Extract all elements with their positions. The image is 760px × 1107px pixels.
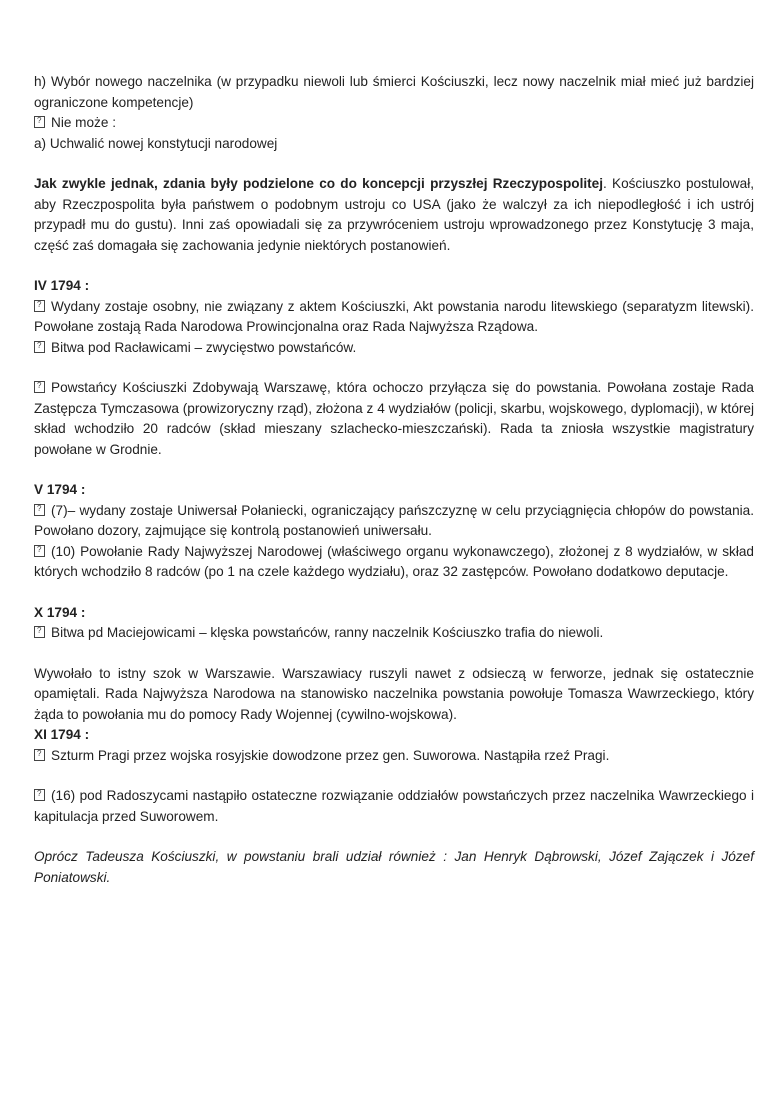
document-page	[34, 72, 754, 888]
opinions-rest: . Kościuszko postulował, aby Rzeczpospolita była państwem o podobnym ustroju co USA (jako że walczył za ich niepodległość i ich ustrój przypadł mu do gustu). Inni zaś opowiadali się za przywróceniem ustroju wprowadzonego przez Konstytucję 3 maja, część zaś domagała się zachowania jedynie niektórych postanowień.	[34, 176, 754, 253]
nie-moze-text: Nie może :	[51, 115, 116, 130]
missing-glyph-bullet-icon	[34, 381, 45, 393]
opinions-paragraph	[34, 174, 754, 256]
closing-paragraph: Oprócz Tadeusza Kościuszki, w powstaniu brali udział również : Jan Henryk Dąbrowski, Józef Zajączek i Józef Poniatowski.	[34, 849, 754, 885]
missing-glyph-bullet-icon	[34, 545, 45, 557]
warsaw-paragraph: Wywołało to istny szok w Warszawie. Warszawiacy ruszyli nawet z odsieczą w ferworze, jednak się ostatecznie opamiętali. Rada Najwyższa Narodowa na stanowisko naczelnika powstania powołuje Tomasza Wawrzeckiego, który żąda to powołania mu do pomocy Rady Wojennej (cywilno-wojskowa).	[34, 665, 754, 722]
list-item: ?Szturm Pragi przez wojska rosyjskie dowodzone przez gen. Suworowa. Nastąpiła rzeź Pragi.	[34, 746, 754, 767]
section-heading-v: V 1794 :	[34, 482, 86, 497]
list-item: ?(10) Powołanie Rady Najwyższej Narodowej (właściwego organu wykonawczego), złożonej z 8 wydziałów, w skład których wchodziło 8 radców (po 1 na czele każdego wydziału), oraz 32 zastępców. Powołano dodatkowo deputacje.	[34, 542, 754, 583]
missing-glyph-bullet-icon	[34, 789, 45, 801]
missing-glyph-bullet-icon	[34, 300, 45, 312]
section-heading-xi: XI 1794 :	[34, 727, 90, 742]
list-item: ?(7)– wydany zostaje Uniwersał Połaniecki, ograniczający pańszczyznę w celu przyciągnięcia chłopów do powstania. Powołano dozory, zajmujące się kontrolą postanowień uniwersału.	[34, 501, 754, 542]
missing-glyph-bullet-icon	[34, 341, 45, 353]
list-item: ?Wydany zostaje osobny, nie związany z aktem Kościuszki, Akt powstania narodu litewskiego (separatyzm litewski). Powołane zostają Rada Narodowa Prowincjonalna oraz Rada Najwyższa Rządowa.	[34, 297, 754, 338]
a-item-text: a) Uchwalić nowej konstytucji narodowej	[34, 135, 278, 151]
missing-glyph-bullet-icon	[34, 626, 45, 638]
list-item: ?Bitwa pd Maciejowicami – klęska powstańców, ranny naczelnik Kościuszko trafia do niewoli.	[34, 623, 754, 644]
h-item-text: h) Wybór nowego naczelnika (w przypadku niewoli lub śmierci Kościuszki, lecz nowy naczelnik miał mieć już bardziej ograniczone kompetencje)	[34, 74, 754, 110]
missing-glyph-bullet-icon	[34, 749, 45, 761]
opinions-bold-lead: Jak zwykle jednak, zdania były podzielone co do koncepcji przyszłej Rzeczypospolitej	[34, 176, 603, 191]
section-heading-x: X 1794 :	[34, 604, 86, 620]
list-item: ?Bitwa pod Racławicami – zwycięstwo powstańców.	[34, 338, 754, 359]
section-heading-iv: IV 1794 :	[34, 278, 90, 293]
missing-glyph-bullet-icon	[34, 504, 45, 516]
list-item: ?Powstańcy Kościuszki Zdobywają Warszawę, która ochoczo przyłącza się do powstania. Powołana zostaje Rada Zastępcza Tymczasowa (prowizoryczny rząd), złożona z 4 wydziałów (policji, skarbu, wojskowego, dyplomacji), w której skład wchodziło 20 radców (skład mieszany szlachecko-mieszczański). Rada ta zniosła wszystkie magistratury powołane w Grodnie.	[34, 378, 754, 460]
nie-moze-line	[34, 113, 754, 134]
missing-glyph-bullet-icon	[34, 116, 45, 128]
list-item: ?(16) pod Radoszycami nastąpiło ostateczne rozwiązanie oddziałów powstańczych przez naczelnika Wawrzeckiego i kapitulacja przed Suworowem.	[34, 786, 754, 827]
